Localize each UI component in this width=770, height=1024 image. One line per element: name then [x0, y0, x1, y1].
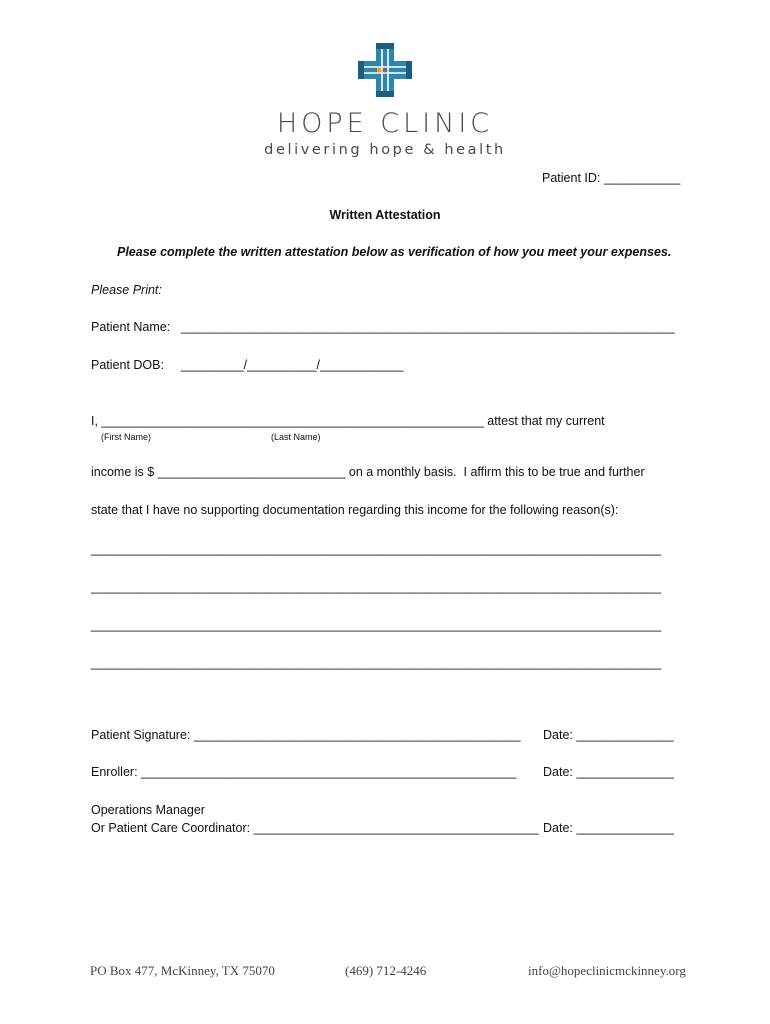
reason-line[interactable]: __________________________________________________________________________________ — [91, 542, 662, 556]
patient-dob-field[interactable]: _________/__________/____________ — [181, 358, 404, 372]
logo-tagline: delivering hope & health — [264, 142, 506, 158]
reason-line[interactable]: __________________________________________________________________________________ — [91, 580, 662, 594]
patient-dob-label: Patient DOB: — [91, 358, 164, 372]
patient-signature-field[interactable]: Patient Signature: _______________________________________________ — [91, 728, 521, 742]
footer-phone: (469) 712-4246 — [345, 963, 427, 978]
instruction-text: Please complete the written attestation below as verification of how you meet your expenses. — [117, 245, 672, 259]
patient-id-field[interactable]: Patient ID: ___________ — [542, 171, 681, 185]
first-name-hint: (First Name) — [101, 432, 151, 442]
coordinator-date-field[interactable]: Date: ______________ — [543, 821, 674, 835]
coordinator-field[interactable]: Or Patient Care Coordinator: _________________________________________ — [91, 821, 539, 835]
reason-line[interactable]: __________________________________________________________________________________ — [91, 656, 662, 670]
enroller-date-field[interactable]: Date: ______________ — [543, 765, 674, 779]
last-name-hint: (Last Name) — [271, 432, 321, 442]
attest-line[interactable]: I, _______________________________________________________ attest that my current — [91, 414, 605, 428]
page-title: Written Attestation — [329, 208, 441, 222]
patient-name-label: Patient Name: — [91, 320, 171, 334]
please-print-label: Please Print: — [91, 283, 162, 297]
patient-signature-date-field[interactable]: Date: ______________ — [543, 728, 674, 742]
patient-name-field[interactable]: _______________________________________________________________________ — [181, 320, 675, 334]
operations-manager-label: Operations Manager — [91, 803, 205, 817]
footer-email: info@hopeclinicmckinney.org — [528, 963, 686, 978]
income-line[interactable]: income is $ ___________________________ on a monthly basis. I affirm this to be true and further — [91, 465, 645, 479]
enroller-field[interactable]: Enroller: ______________________________________________________ — [91, 765, 517, 779]
hope-clinic-logo-icon — [358, 43, 412, 97]
statement-line: state that I have no supporting documentation regarding this income for the following reason(s): — [91, 503, 619, 517]
footer-address: PO Box 477, McKinney, TX 75070 — [90, 963, 275, 978]
reason-line[interactable]: __________________________________________________________________________________ — [91, 618, 662, 632]
logo-title: HOPE CLINIC — [276, 108, 494, 139]
